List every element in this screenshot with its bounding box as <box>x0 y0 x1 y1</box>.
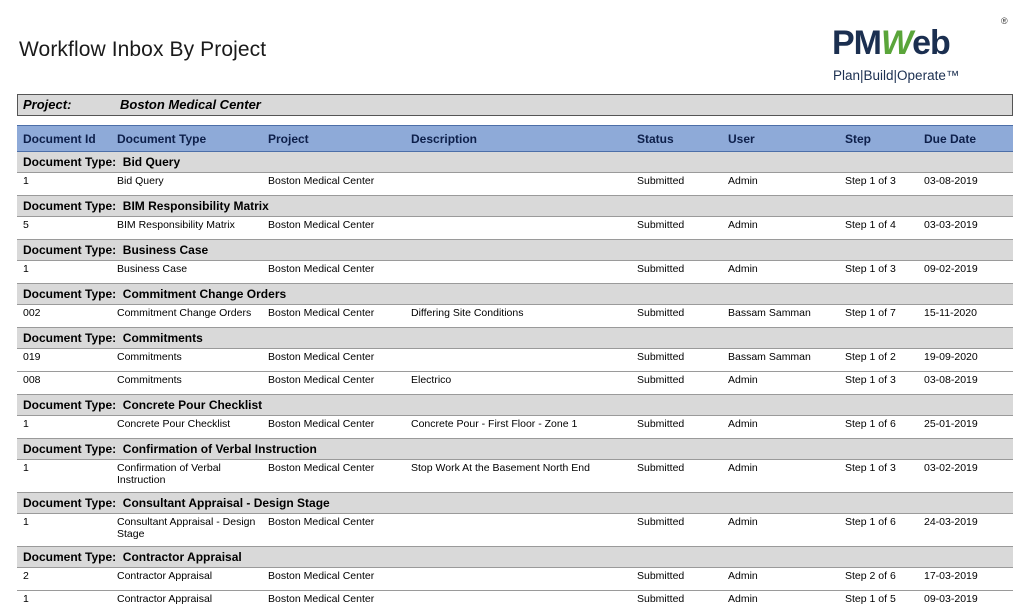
group-header <box>17 493 1013 514</box>
cell-step: Step 1 of 3 <box>839 460 918 493</box>
cell-description: Concrete Pour - First Floor - Zone 1 <box>405 416 631 439</box>
cell-step: Step 1 of 6 <box>839 416 918 439</box>
group-header <box>17 240 1013 261</box>
cell-project: Boston Medical Center <box>262 217 405 240</box>
group-header-row <box>17 284 1013 305</box>
cell-status: Submitted <box>631 514 722 547</box>
cell-status: Submitted <box>631 372 722 395</box>
cell-id: 1 <box>17 460 111 493</box>
group-prefix: Document Type: <box>23 331 116 345</box>
cell-user: Admin <box>722 514 839 547</box>
cell-type: Commitments <box>111 349 262 372</box>
cell-description: Electrico <box>405 372 631 395</box>
column-header[interactable]: Due Date <box>918 126 1013 152</box>
group-name: Commitments <box>123 331 203 345</box>
pmweb-logo: PMWeb ® Plan|Build|Operate™ <box>832 16 1012 86</box>
table-row[interactable] <box>17 460 1013 493</box>
group-header-row <box>17 547 1013 568</box>
cell-due: 24-03-2019 <box>918 514 1013 547</box>
cell-type: Business Case <box>111 261 262 284</box>
cell-status: Submitted <box>631 217 722 240</box>
cell-user: Admin <box>722 261 839 284</box>
group-name: Business Case <box>123 243 208 257</box>
cell-project: Boston Medical Center <box>262 349 405 372</box>
column-header[interactable]: User <box>722 126 839 152</box>
group-name: Confirmation of Verbal Instruction <box>123 442 317 456</box>
cell-due: 15-11-2020 <box>918 305 1013 328</box>
cell-id: 1 <box>17 514 111 547</box>
group-prefix: Document Type: <box>23 398 116 412</box>
group-name: Bid Query <box>123 155 180 169</box>
column-header[interactable]: Document Type <box>111 126 262 152</box>
group-header <box>17 196 1013 217</box>
cell-project: Boston Medical Center <box>262 514 405 547</box>
cell-status: Submitted <box>631 173 722 196</box>
cell-due: 03-08-2019 <box>918 173 1013 196</box>
cell-id: 008 <box>17 372 111 395</box>
cell-project: Boston Medical Center <box>262 261 405 284</box>
column-header[interactable]: Step <box>839 126 918 152</box>
cell-id: 002 <box>17 305 111 328</box>
table-row[interactable] <box>17 591 1013 613</box>
group-prefix: Document Type: <box>23 243 116 257</box>
cell-step: Step 1 of 2 <box>839 349 918 372</box>
table-row[interactable] <box>17 217 1013 240</box>
group-name: Consultant Appraisal - Design Stage <box>123 496 330 510</box>
cell-id: 5 <box>17 217 111 240</box>
group-header <box>17 284 1013 305</box>
group-header <box>17 328 1013 349</box>
cell-due: 19-09-2020 <box>918 349 1013 372</box>
cell-step: Step 1 of 5 <box>839 591 918 613</box>
group-header-row <box>17 395 1013 416</box>
cell-id: 1 <box>17 416 111 439</box>
cell-step: Step 1 of 7 <box>839 305 918 328</box>
table-row[interactable] <box>17 372 1013 395</box>
project-label: Project: <box>23 95 71 115</box>
cell-id: 1 <box>17 591 111 613</box>
group-prefix: Document Type: <box>23 442 116 456</box>
cell-step: Step 1 of 3 <box>839 261 918 284</box>
column-header[interactable]: Project <box>262 126 405 152</box>
cell-id: 2 <box>17 568 111 591</box>
group-header <box>17 395 1013 416</box>
cell-step: Step 2 of 6 <box>839 568 918 591</box>
group-name: BIM Responsibility Matrix <box>123 199 269 213</box>
table-row[interactable] <box>17 568 1013 591</box>
cell-project: Boston Medical Center <box>262 416 405 439</box>
cell-description <box>405 261 631 284</box>
cell-user: Admin <box>722 372 839 395</box>
group-prefix: Document Type: <box>23 496 116 510</box>
group-header-row <box>17 493 1013 514</box>
table-body <box>17 152 1013 613</box>
table-row[interactable] <box>17 514 1013 547</box>
group-header-row <box>17 196 1013 217</box>
cell-type: Contractor Appraisal <box>111 568 262 591</box>
cell-user: Admin <box>722 591 839 613</box>
cell-step: Step 1 of 3 <box>839 173 918 196</box>
table-row[interactable] <box>17 416 1013 439</box>
cell-due: 17-03-2019 <box>918 568 1013 591</box>
cell-description <box>405 591 631 613</box>
cell-step: Step 1 of 3 <box>839 372 918 395</box>
cell-type: Consultant Appraisal - Design Stage <box>111 514 262 547</box>
cell-description <box>405 568 631 591</box>
cell-project: Boston Medical Center <box>262 372 405 395</box>
cell-type: BIM Responsibility Matrix <box>111 217 262 240</box>
cell-type: Contractor Appraisal <box>111 591 262 613</box>
cell-status: Submitted <box>631 591 722 613</box>
cell-type: Commitment Change Orders <box>111 305 262 328</box>
cell-step: Step 1 of 4 <box>839 217 918 240</box>
cell-user: Admin <box>722 568 839 591</box>
cell-user: Bassam Samman <box>722 349 839 372</box>
table-row[interactable] <box>17 261 1013 284</box>
cell-due: 09-02-2019 <box>918 261 1013 284</box>
cell-type: Confirmation of Verbal Instruction <box>111 460 262 493</box>
cell-project: Boston Medical Center <box>262 305 405 328</box>
cell-user: Admin <box>722 416 839 439</box>
cell-due: 09-03-2019 <box>918 591 1013 613</box>
report-title: Workflow Inbox By Project <box>19 38 266 62</box>
project-header <box>17 94 1013 116</box>
group-name: Commitment Change Orders <box>123 287 286 301</box>
workflow-inbox-table <box>17 125 1013 613</box>
cell-id: 019 <box>17 349 111 372</box>
group-header <box>17 439 1013 460</box>
cell-status: Submitted <box>631 261 722 284</box>
cell-project: Boston Medical Center <box>262 460 405 493</box>
group-name: Concrete Pour Checklist <box>123 398 262 412</box>
cell-project: Boston Medical Center <box>262 173 405 196</box>
group-header <box>17 547 1013 568</box>
group-header-row <box>17 439 1013 460</box>
cell-project: Boston Medical Center <box>262 591 405 613</box>
cell-description <box>405 349 631 372</box>
cell-due: 03-02-2019 <box>918 460 1013 493</box>
column-header[interactable]: Document Id <box>17 126 111 152</box>
cell-description <box>405 217 631 240</box>
cell-user: Bassam Samman <box>722 305 839 328</box>
table-row[interactable] <box>17 349 1013 372</box>
cell-user: Admin <box>722 217 839 240</box>
group-header-row <box>17 328 1013 349</box>
table-row[interactable] <box>17 305 1013 328</box>
cell-id: 1 <box>17 173 111 196</box>
column-header[interactable]: Status <box>631 126 722 152</box>
column-header[interactable]: Description <box>405 126 631 152</box>
group-prefix: Document Type: <box>23 550 116 564</box>
group-prefix: Document Type: <box>23 287 116 301</box>
cell-project: Boston Medical Center <box>262 568 405 591</box>
cell-status: Submitted <box>631 416 722 439</box>
project-name: Boston Medical Center <box>120 95 261 115</box>
cell-due: 03-03-2019 <box>918 217 1013 240</box>
cell-status: Submitted <box>631 568 722 591</box>
cell-user: Admin <box>722 173 839 196</box>
table-row[interactable] <box>17 173 1013 196</box>
cell-due: 03-08-2019 <box>918 372 1013 395</box>
cell-status: Submitted <box>631 460 722 493</box>
logo-wordmark: PMWeb <box>832 24 950 63</box>
cell-description: Stop Work At the Basement North End <box>405 460 631 493</box>
group-header-row <box>17 152 1013 173</box>
cell-status: Submitted <box>631 349 722 372</box>
group-prefix: Document Type: <box>23 199 116 213</box>
cell-type: Commitments <box>111 372 262 395</box>
cell-description <box>405 514 631 547</box>
cell-type: Bid Query <box>111 173 262 196</box>
cell-type: Concrete Pour Checklist <box>111 416 262 439</box>
cell-due: 25-01-2019 <box>918 416 1013 439</box>
cell-description <box>405 173 631 196</box>
group-header-row <box>17 240 1013 261</box>
group-name: Contractor Appraisal <box>123 550 242 564</box>
cell-user: Admin <box>722 460 839 493</box>
table-header-row <box>17 126 1013 152</box>
group-prefix: Document Type: <box>23 155 116 169</box>
group-header <box>17 152 1013 173</box>
logo-tagline: Plan|Build|Operate™ <box>833 68 959 83</box>
cell-status: Submitted <box>631 305 722 328</box>
cell-description: Differing Site Conditions <box>405 305 631 328</box>
cell-id: 1 <box>17 261 111 284</box>
cell-step: Step 1 of 6 <box>839 514 918 547</box>
